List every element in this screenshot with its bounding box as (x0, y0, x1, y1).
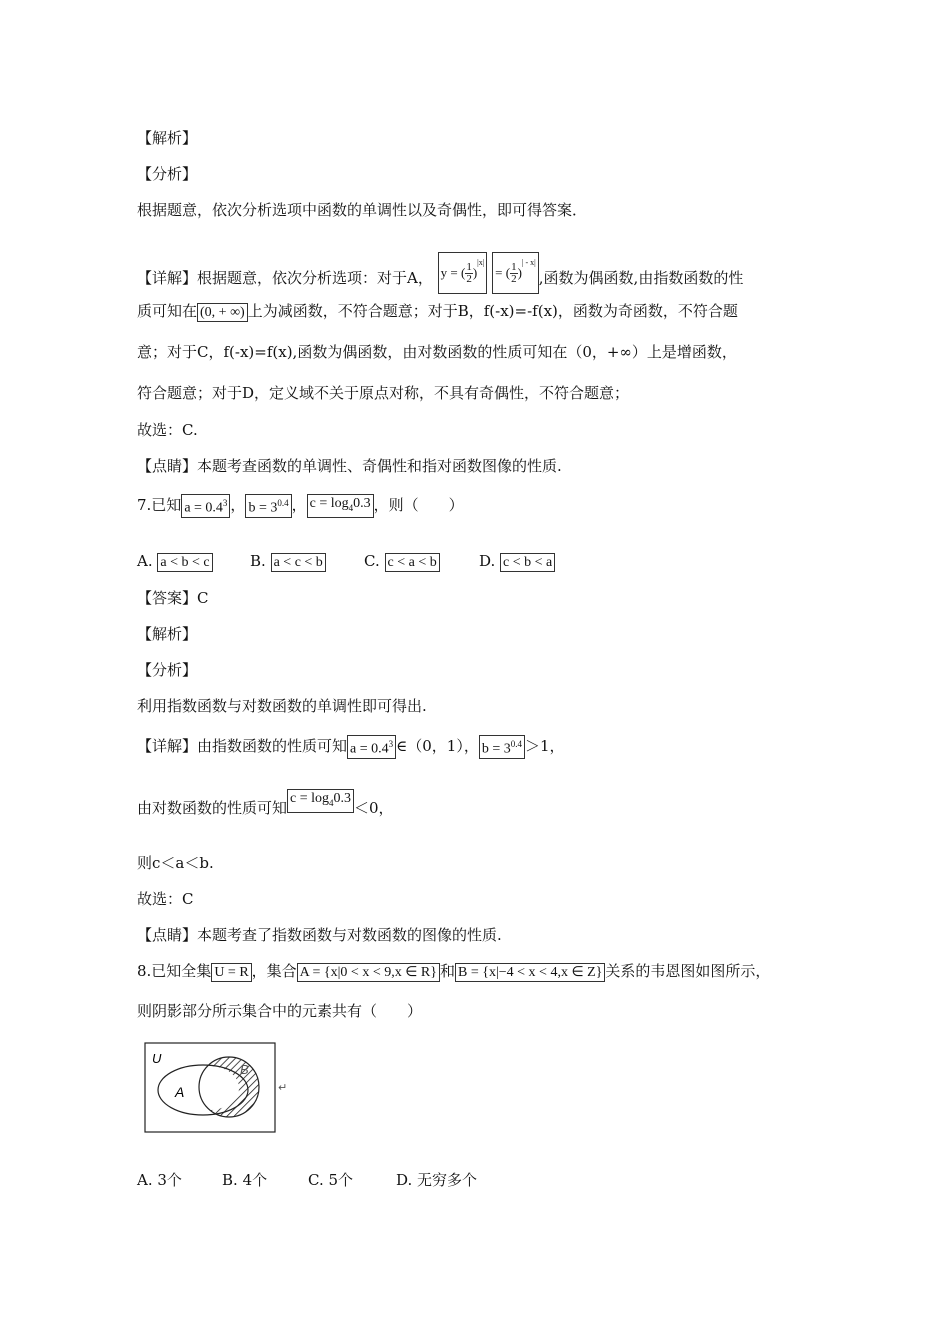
formula-b: $b = 3^{0.4}$ (245, 494, 291, 518)
option-c: C. 5个 (308, 1171, 354, 1189)
return-mark: ↵ (278, 1081, 288, 1094)
formula-c: $c = \log_40.3$ (307, 494, 374, 518)
comment-line: 【点睛】本题考查函数的单调性、奇偶性和指对函数图像的性质. (137, 457, 562, 475)
choice-line: 故选：C. (137, 421, 198, 439)
option-a: A. 3个 (137, 1171, 182, 1189)
venn-diagram (140, 1040, 300, 1135)
interval-box: (0, + ∞) (197, 303, 248, 322)
section-heading-fenxi: 【分析】 (137, 661, 198, 679)
comment-line: 【点睛】本题考查了指数函数与对数函数的图像的性质. (137, 926, 502, 944)
formula-b: $b = 3^{0.4}$ (479, 735, 525, 759)
detail-line: 符合题意；对于D，定义域不关于原点对称，不具有奇偶性，不符合题意； (137, 384, 630, 402)
question-8-stem: 8.已知全集 U = R ，集合 A = {x|0 < x < 9,x ∈ R} 和 B = {x|−4 < x < 4,x ∈ Z} 关系的韦恩图如图所示， (137, 962, 771, 980)
detail-line (137, 258, 743, 300)
formula-u: U = R (211, 963, 251, 982)
formula-c: $c = \log_40.3$ (287, 789, 354, 813)
formula-box-y: y = ( $\frac{1}{2}$ ) $^{|x|}$ (438, 252, 488, 294)
option-a: A. a < b < c (137, 551, 213, 572)
detail-tag: 【详解】 (137, 269, 198, 287)
formula-set-a: A = {x|0 < x < 9,x ∈ R} (297, 963, 440, 982)
detail-line: 质可知在 (0, + ∞) 上为减函数，不符合题意；对于B，f(-x)=-f(x)，函数为奇函数，不符合题 (137, 302, 738, 320)
option-d: D. c < b < a (479, 551, 555, 572)
section-heading-jiexi: 【解析】 (137, 625, 198, 643)
question-7-stem: 7.已知 $a = 0.4^3$ ， $b = 3^{0.4}$ ， $c = \log_40.3$ ，则（ ） (137, 494, 464, 518)
formula-a: $a = 0.4^3$ (347, 735, 396, 759)
option-b: B. 4个 (222, 1171, 268, 1189)
detail-line: 意；对于C，f(-x)=f(x),函数为偶函数，由对数函数的性质可知在（0，+∞）上是增函数， (137, 343, 737, 361)
section-heading-fenxi: 【分析】 (137, 165, 198, 183)
venn-label-u: U (152, 1051, 162, 1066)
option-b: B. a < c < b (250, 551, 326, 572)
venn-label-b: B (240, 1062, 249, 1077)
detail-line: 则c＜a＜b. (137, 854, 214, 872)
question-8-stem-cont: 则阴影部分所示集合中的元素共有（ ） (137, 1002, 423, 1020)
detail-line: 由对数函数的性质可知$c = \log_40.3<0$， (137, 791, 394, 817)
detail-text: ,函数为偶函数,由指数函数的性 (538, 269, 744, 287)
analysis-text: 利用指数函数与对数函数的单调性即可得出. (137, 697, 427, 715)
option-d: D. 无穷多个 (396, 1171, 478, 1189)
choice-line: 故选：C (137, 890, 194, 908)
detail-text: 根据题意，依次分析选项：对于A， (197, 269, 433, 287)
formula-box-eq: = ( $\frac{1}{2}$ ) $^{| - x|}$ (492, 252, 539, 294)
formula-a: $a = 0.4^3$ (181, 494, 230, 518)
formula-set-b: B = {x|−4 < x < 4,x ∈ Z} (455, 963, 605, 982)
venn-label-a: A (175, 1084, 185, 1100)
answer-line: 【答案】C (137, 589, 209, 607)
option-c: C. c < a < b (364, 551, 440, 572)
detail-line: 【详解】由指数函数的性质可知 $a = 0.4^3$ ∈（0，1）， $b = 3^{0.4} >1$， (137, 736, 565, 757)
section-heading-jiexi: 【解析】 (137, 129, 198, 147)
analysis-text: 根据题意，依次分析选项中函数的单调性以及奇偶性，即可得答案． (137, 201, 588, 219)
